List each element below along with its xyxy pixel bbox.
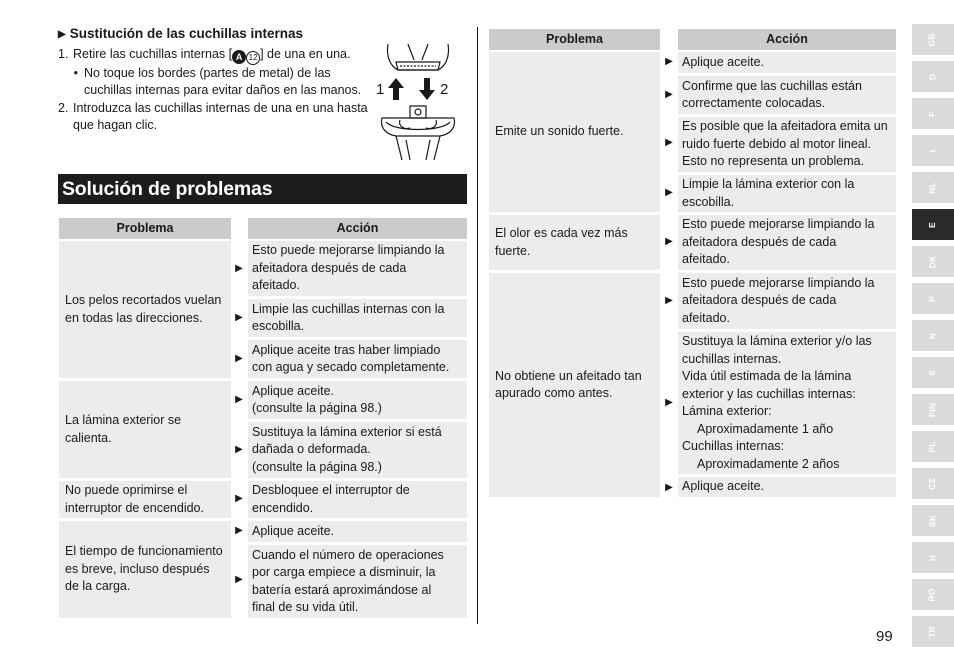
action-line: afeitadora después de cada xyxy=(682,293,837,308)
action-cell xyxy=(248,521,467,542)
action-cell xyxy=(678,215,896,270)
action-text xyxy=(682,78,862,113)
arrow-right-icon: ▶ xyxy=(235,312,243,323)
language-tab-label: D xyxy=(927,73,938,80)
illustration-label-1: 1 xyxy=(376,81,385,98)
action-line: encendido. xyxy=(252,500,314,515)
action-line: cuchillas internas. xyxy=(682,351,782,366)
action-line: Esto puede mejorarse limpiando la xyxy=(682,217,875,232)
column-divider xyxy=(477,27,478,624)
action-line: Vida útil estimada de la lámina xyxy=(682,369,852,383)
problem-header: Problema xyxy=(59,218,231,239)
action-line: Confirme que las cuchillas están xyxy=(682,78,862,93)
language-tab-label: TR xyxy=(927,625,938,638)
step-1 xyxy=(58,46,370,65)
step-1-number: 1. xyxy=(58,46,69,61)
language-tab-dk[interactable] xyxy=(912,246,954,277)
action-text xyxy=(682,333,872,473)
action-cell xyxy=(248,241,467,296)
bullet-marker: • xyxy=(73,65,78,80)
action-line: Limpie las cuchillas internas con la xyxy=(252,301,445,316)
action-line: afeitadora después de cada xyxy=(252,260,407,275)
language-tab-cz[interactable] xyxy=(912,468,954,499)
arrow-right-icon: ▶ xyxy=(235,353,243,364)
action-cell xyxy=(678,52,896,73)
arrow-right-icon: ▶ xyxy=(665,295,673,306)
problem-cell: No puede oprimirse el interruptor de encendido. xyxy=(59,481,231,518)
action-line: afeitadora después de cada xyxy=(682,234,837,249)
arrow-right-icon: ▶ xyxy=(235,394,243,405)
arrow-right-icon: ▶ xyxy=(235,574,243,585)
language-tab-label: FIN xyxy=(927,402,938,417)
action-line: Sustituya la lámina exterior si está xyxy=(252,424,442,439)
action-line: Cuchillas internas: xyxy=(682,439,785,453)
section-title: Solución de problemas xyxy=(58,174,467,204)
action-line: correctamente colocadas. xyxy=(682,96,826,110)
action-cell xyxy=(678,175,896,212)
action-cell xyxy=(248,422,467,478)
action-line: Es posible que la afeitadora emita un xyxy=(682,119,888,134)
action-text xyxy=(682,176,854,211)
action-text xyxy=(682,216,874,269)
problem-cell: No obtiene un afeitado tan apurado como antes. xyxy=(489,273,660,497)
arrow-right-icon: ▶ xyxy=(665,236,673,247)
language-tab-p[interactable] xyxy=(912,283,954,314)
arrow-down-icon xyxy=(419,78,435,100)
replacement-instructions xyxy=(58,25,370,135)
arrow-up-icon xyxy=(388,78,404,100)
language-tab-f[interactable] xyxy=(912,98,954,129)
action-line: final de su vida útil. xyxy=(252,600,359,614)
language-tab-nl[interactable] xyxy=(912,172,954,203)
inner-blade-illustration xyxy=(374,40,462,162)
language-tab-i[interactable] xyxy=(912,135,954,166)
language-tab-label: F xyxy=(927,110,938,117)
action-text xyxy=(252,482,410,517)
action-line: Aproximadamente 2 años xyxy=(697,456,840,471)
action-line: afeitado. xyxy=(682,310,730,325)
language-tab-h[interactable] xyxy=(912,542,954,573)
language-tab-label: E xyxy=(927,221,938,228)
action-header: Acción xyxy=(248,218,467,239)
language-tab-label: I xyxy=(927,149,938,152)
step-2-number: 2. xyxy=(58,100,69,115)
action-text xyxy=(682,54,764,72)
language-tab-d[interactable] xyxy=(912,61,954,92)
arrow-right-icon: ▶ xyxy=(665,397,673,408)
language-tab-pl[interactable] xyxy=(912,431,954,462)
language-tab-tr[interactable] xyxy=(912,616,954,647)
action-line: dañada o deformada. xyxy=(252,442,371,457)
instructions-title: ▶ Sustitución de las cuchillas internas xyxy=(58,25,370,44)
action-text xyxy=(682,118,888,171)
arrow-right-icon: ▶ xyxy=(665,89,673,100)
arrow-right-icon: ▶ xyxy=(235,493,243,504)
action-line: afeitado. xyxy=(252,278,300,293)
language-tab-label: CZ xyxy=(927,477,938,490)
language-tab-label: PL xyxy=(927,440,938,453)
language-tab-n[interactable] xyxy=(912,320,954,351)
language-tab-e[interactable] xyxy=(912,209,954,240)
arrow-right-icon: ▶ xyxy=(665,187,673,198)
action-text xyxy=(252,342,449,377)
action-line: Desbloquee el interruptor de xyxy=(252,483,410,497)
language-tab-label: NL xyxy=(927,181,938,194)
part-marker-12: 12 xyxy=(246,51,260,65)
page-number: 99 xyxy=(876,628,893,645)
action-cell xyxy=(248,340,467,378)
step-1-text-post: ] de una en una. xyxy=(260,46,351,61)
action-line: afeitado. xyxy=(682,252,730,267)
action-line: batería estará aproximándose al xyxy=(252,582,432,597)
action-line: Sustituya la lámina exterior y/o las xyxy=(682,334,872,348)
problem-cell: El tiempo de funcionamiento es breve, incluso después de la carga. xyxy=(59,521,231,618)
language-tab-label: RO xyxy=(927,587,938,602)
part-marker-a: A xyxy=(232,50,246,64)
action-line: escobilla. xyxy=(252,319,305,333)
illustration-label-2: 2 xyxy=(440,81,449,98)
arrow-right-icon: ▶ xyxy=(665,56,673,67)
action-line: (consulte la página 98.) xyxy=(252,459,382,474)
action-text xyxy=(252,424,442,477)
action-line: exterior y las cuchillas internas: xyxy=(682,386,856,401)
arrow-right-icon: ▶ xyxy=(665,482,673,493)
action-text xyxy=(682,478,764,496)
action-line: Cuando el número de operaciones xyxy=(252,547,444,562)
action-line: ruido fuerte debido al motor lineal. xyxy=(682,136,872,151)
problem-cell: La lámina exterior se calienta. xyxy=(59,381,231,478)
language-tab-label: P xyxy=(927,295,938,302)
language-tab-label: SK xyxy=(927,514,938,527)
language-tab-label: GB xyxy=(927,32,938,47)
step-1-text-pre: Retire las cuchillas internas [ xyxy=(73,46,233,61)
action-line: con agua y secado completamente. xyxy=(252,360,450,374)
action-line: Lámina exterior: xyxy=(682,404,772,418)
language-tab-label: S xyxy=(927,369,938,376)
arrow-right-icon: ▶ xyxy=(235,525,243,536)
arrow-right-icon: ▶ xyxy=(235,444,243,455)
action-text xyxy=(252,383,382,418)
action-text xyxy=(252,523,334,541)
action-line: Limpie la lámina exterior con la xyxy=(682,177,855,191)
arrow-right-icon: ▶ xyxy=(665,137,673,148)
action-cell xyxy=(248,545,467,618)
action-cell xyxy=(248,299,467,337)
action-text xyxy=(252,301,444,336)
action-line: Aplique aceite. xyxy=(252,523,335,538)
action-cell xyxy=(678,273,896,329)
action-cell xyxy=(248,381,467,419)
language-tab-label: H xyxy=(927,554,938,561)
action-line: Esto puede mejorarse limpiando la xyxy=(682,275,875,290)
action-cell xyxy=(678,76,896,114)
problem-header: Problema xyxy=(489,29,660,50)
problem-cell: Emite un sonido fuerte. xyxy=(489,52,660,212)
action-line: (consulte la página 98.) xyxy=(252,401,382,415)
language-tab-gb[interactable] xyxy=(912,24,954,55)
action-line: por carga empiece a disminuir, la xyxy=(252,565,436,579)
action-text xyxy=(252,547,444,617)
language-tab-label: DK xyxy=(927,255,938,268)
language-tab-label: N xyxy=(927,332,938,339)
action-cell xyxy=(678,117,896,172)
action-cell xyxy=(248,481,467,518)
action-line: Aplique aceite tras haber limpiado xyxy=(252,342,441,357)
action-cell xyxy=(678,477,896,497)
problem-cell: Los pelos recortados vuelan en todas las direcciones. xyxy=(59,241,231,378)
step-1-bullet xyxy=(58,65,370,100)
arrow-right-icon: ▶ xyxy=(235,263,243,274)
action-line: Aproximadamente 1 año xyxy=(697,421,834,436)
language-tab-fin[interactable] xyxy=(912,394,954,425)
step-2 xyxy=(58,100,370,135)
language-tab-ro[interactable] xyxy=(912,579,954,610)
action-line: Aplique aceite. xyxy=(682,54,765,69)
language-tab-sk[interactable] xyxy=(912,505,954,536)
action-text xyxy=(252,242,444,295)
action-line: Aplique aceite. xyxy=(252,383,335,398)
action-line: Esto puede mejorarse limpiando la xyxy=(252,243,445,258)
action-line: Aplique aceite. xyxy=(682,479,765,494)
action-text xyxy=(682,275,874,328)
action-line: escobilla. xyxy=(682,194,735,209)
action-header: Acción xyxy=(678,29,896,50)
bullet-text: No toque los bordes (partes de metal) de las cuchillas internas para evitar daños en las manos. xyxy=(84,65,362,98)
action-cell xyxy=(678,332,896,474)
action-line: Esto no representa un problema. xyxy=(682,154,865,169)
problem-cell: El olor es cada vez más fuerte. xyxy=(489,215,660,270)
step-2-text: Introduzca las cuchillas internas de una en una hasta que hagan clic. xyxy=(73,100,368,133)
language-tab-s[interactable] xyxy=(912,357,954,388)
